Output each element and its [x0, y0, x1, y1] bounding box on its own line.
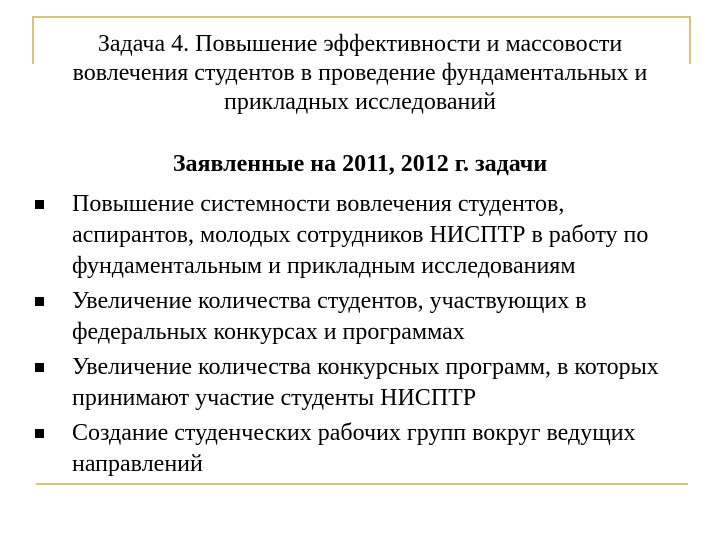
slide-title: Задача 4. Повышение эффективности и массовости вовлечения студентов в проведение фундаментальных и прикладных исследований: [72, 31, 648, 115]
list-item-text: Повышение системности вовлечения студентов, аспирантов, молодых сотрудников НИСПТР в работу по фундаментальным и прикладным исследованиям: [72, 191, 649, 279]
left-frame-line: [32, 16, 34, 64]
square-bullet-icon: [35, 363, 44, 372]
list-item: [0, 286, 720, 348]
list-item-text: Увеличение количества конкурсных программ, в которых принимают участие студенты НИСПТР: [72, 354, 659, 411]
right-frame-line: [689, 16, 691, 64]
square-bullet-icon: [35, 297, 44, 306]
list-item: [0, 418, 720, 480]
top-frame-line: [32, 16, 691, 18]
square-bullet-icon: [35, 200, 44, 209]
list-item: [0, 352, 720, 414]
square-bullet-icon: [35, 429, 44, 438]
task-list: [0, 189, 720, 484]
list-item-text: Создание студенческих рабочих групп вокруг ведущих направлений: [72, 420, 636, 477]
list-item-text: Увеличение количества студентов, участвующих в федеральных конкурсах и программах: [72, 288, 587, 345]
slide-subtitle: Заявленные на 2011, 2012 г. задачи: [172, 151, 548, 177]
list-item: [0, 189, 720, 282]
bottom-divider-line: [36, 483, 688, 485]
